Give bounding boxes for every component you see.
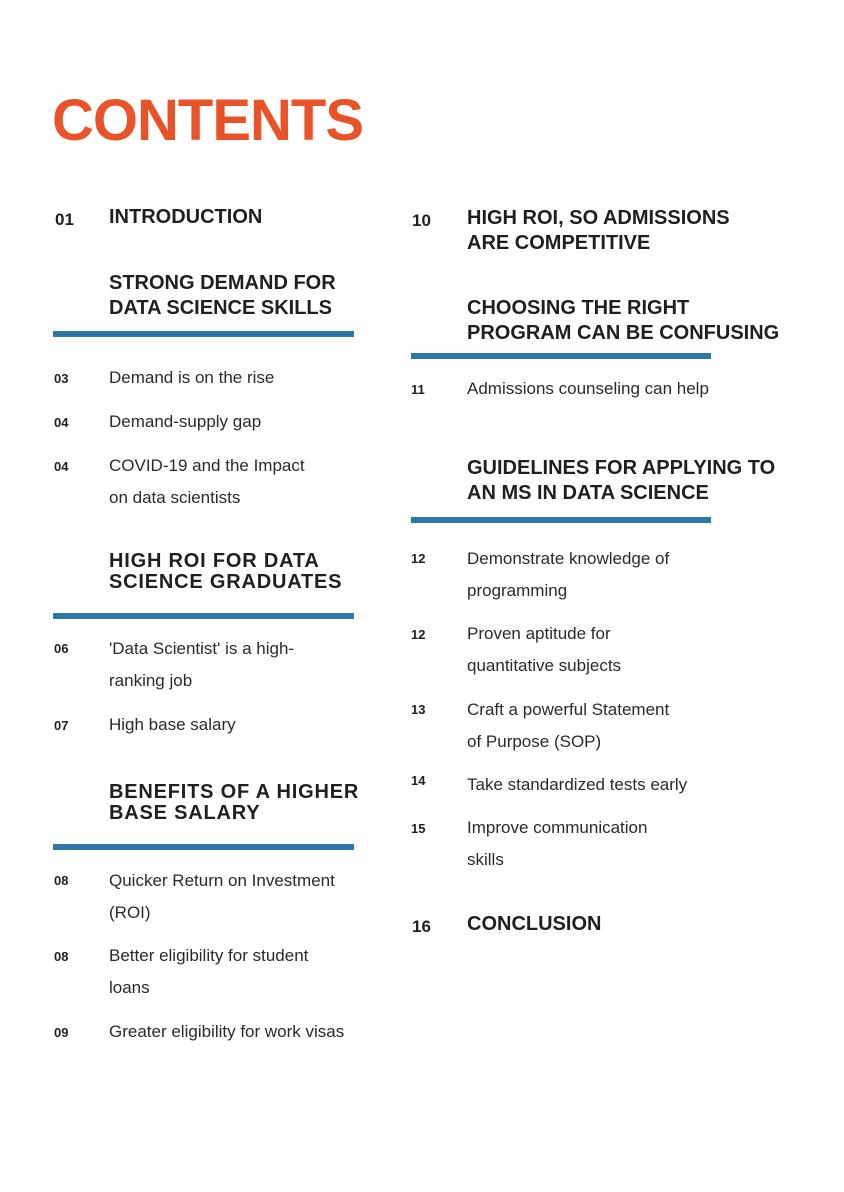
admissions-page-number: 10 <box>412 211 431 230</box>
list-item[interactable]: Quicker Return on Investment (ROI) <box>109 871 335 922</box>
section-divider <box>53 613 354 619</box>
list-item[interactable]: Demand is on the rise <box>109 368 275 387</box>
section-divider <box>411 353 711 359</box>
intro-page-number: 01 <box>55 210 74 229</box>
item-page-number: 14 <box>411 773 426 788</box>
list-item[interactable]: Demand-supply gap <box>109 412 262 431</box>
page-title: CONTENTS <box>52 88 363 153</box>
list-item[interactable]: Craft a powerful Statement of Purpose (SOP) <box>467 700 670 751</box>
conclusion-page-number: 16 <box>412 917 431 936</box>
item-page-number: 04 <box>54 415 69 430</box>
list-item[interactable]: COVID-19 and the Impact on data scientists <box>109 456 305 507</box>
section-heading-admissions[interactable]: HIGH ROI, SO ADMISSIONS ARE COMPETITIVE <box>467 207 730 254</box>
item-page-number: 03 <box>54 371 69 386</box>
item-page-number: 12 <box>411 551 426 566</box>
list-item[interactable]: Take standardized tests early <box>467 775 688 794</box>
item-page-number: 08 <box>54 873 69 888</box>
section-divider <box>53 844 354 850</box>
item-page-number: 06 <box>54 641 69 656</box>
list-item[interactable]: 'Data Scientist' is a high- ranking job <box>109 639 295 690</box>
item-page-number: 15 <box>411 821 426 836</box>
item-page-number: 12 <box>411 627 426 642</box>
section-divider <box>411 517 711 523</box>
section-heading-roi[interactable]: HIGH ROI FOR DATA SCIENCE GRADUATES <box>109 550 343 593</box>
list-item[interactable]: Demonstrate knowledge of programming <box>467 549 670 600</box>
list-item[interactable]: High base salary <box>109 715 236 734</box>
item-page-number: 04 <box>54 459 69 474</box>
item-page-number: 07 <box>54 718 69 733</box>
section-heading-demand[interactable]: STRONG DEMAND FOR DATA SCIENCE SKILLS <box>109 272 336 319</box>
list-item[interactable]: Improve communication skills <box>467 818 648 869</box>
item-page-number: 09 <box>54 1025 69 1040</box>
list-item[interactable]: Admissions counseling can help <box>467 379 709 398</box>
list-item[interactable]: Better eligibility for student loans <box>109 946 309 997</box>
item-page-number: 13 <box>411 702 426 717</box>
intro-heading[interactable]: INTRODUCTION <box>109 206 263 228</box>
conclusion-heading[interactable]: CONCLUSION <box>467 913 602 935</box>
section-divider <box>53 331 354 337</box>
section-heading-program[interactable]: CHOOSING THE RIGHT PROGRAM CAN BE CONFUSING <box>467 297 780 344</box>
section-heading-guidelines[interactable]: GUIDELINES FOR APPLYING TO AN MS IN DATA SCIENCE <box>467 457 776 504</box>
list-item[interactable]: Greater eligibility for work visas <box>109 1022 345 1041</box>
section-heading-benefits[interactable]: BENEFITS OF A HIGHER BASE SALARY <box>109 781 360 824</box>
item-page-number: 08 <box>54 949 69 964</box>
item-page-number: 11 <box>411 382 425 397</box>
list-item[interactable]: Proven aptitude for quantitative subjects <box>467 624 622 675</box>
